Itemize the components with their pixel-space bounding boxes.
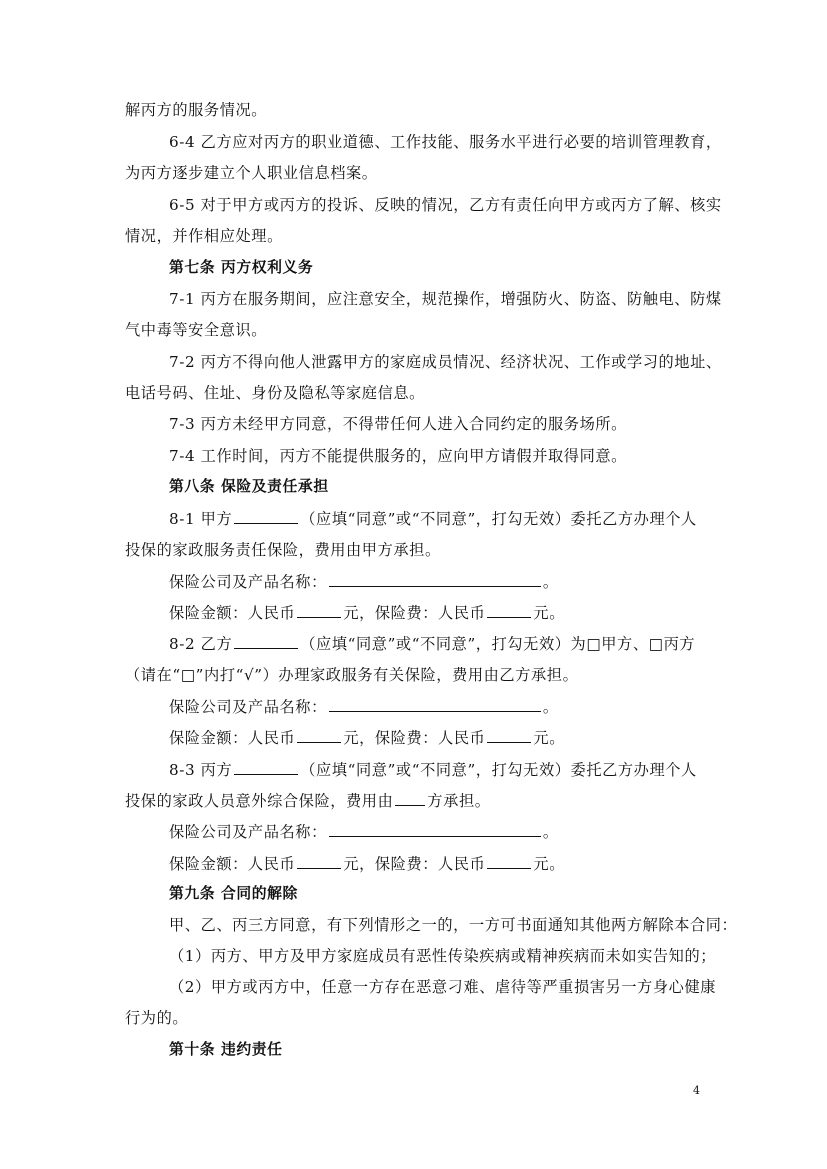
clause-8-3-text: （应填“同意”或“不同意”，打勾无效）委托乙方办理个人 (300, 761, 697, 779)
insurance-amount-blank[interactable] (297, 602, 341, 618)
paragraph-line: 电话号码、住址、身份及隐私等家庭信息。 (125, 384, 425, 402)
paragraph-line: 投保的家政服务责任保险，费用由甲方承担。 (125, 541, 441, 559)
line-end: 。 (542, 823, 559, 841)
premium-blank[interactable] (487, 727, 531, 743)
consent-blank-party-b[interactable] (234, 633, 298, 649)
line-end: 。 (542, 698, 559, 716)
termination-item-1: （1）丙方、甲方及甲方家庭成员有恶性传染疾病或精神疾病而未如实告知的； (169, 947, 717, 965)
clause-8-3 (169, 759, 697, 780)
consent-blank-party-c[interactable] (234, 759, 298, 775)
insurance-amount-line-1 (169, 602, 565, 623)
cost-bearer-blank[interactable] (395, 790, 425, 806)
article-7-heading: 第七条 丙方权利义务 (169, 259, 314, 276)
line-end: 。 (542, 573, 559, 591)
insurance-amount-line-3 (169, 853, 565, 874)
paragraph-line: 情况，并作相应处理。 (125, 227, 283, 245)
clause-7-2: 7-2 丙方不得向他人泄露甲方的家庭成员情况、经济状况、工作或学习的地址、 (169, 353, 722, 371)
cost-bearer-text: 投保的家政人员意外综合保险，费用由 (125, 792, 394, 810)
insurance-company-blank[interactable] (329, 696, 541, 712)
clause-8-2-prefix: 8-2 乙方 (169, 635, 233, 653)
clause-8-1-text: （应填“同意”或“不同意”，打勾无效）委托乙方办理个人 (300, 510, 697, 528)
clause-7-4: 7-4 工作时间，丙方不能提供服务的，应向甲方请假并取得同意。 (169, 447, 627, 465)
insurance-company-label: 保险公司及产品名称： (169, 573, 327, 591)
paragraph-line: 为丙方逐步建立个人职业信息档案。 (125, 164, 378, 182)
line-end: 元。 (533, 729, 565, 747)
insurance-company-line-1 (169, 571, 559, 592)
article-10-heading: 第十条 违约责任 (169, 1041, 283, 1058)
insurance-amount-blank[interactable] (297, 727, 341, 743)
clause-6-4: 6-4 乙方应对丙方的职业道德、工作技能、服务水平进行必要的培训管理教育， (169, 133, 722, 151)
insurance-company-label: 保险公司及产品名称： (169, 698, 327, 716)
premium-label: 元，保险费：人民币 (343, 604, 486, 622)
insurance-amount-label: 保险金额：人民币 (169, 855, 296, 873)
page-number: 4 (693, 1084, 700, 1097)
clause-8-1-prefix: 8-1 甲方 (169, 510, 233, 528)
insurance-amount-blank[interactable] (297, 853, 341, 869)
paragraph-line: 解丙方的服务情况。 (125, 101, 268, 119)
line-end: 元。 (533, 604, 565, 622)
clause-7-1: 7-1 丙方在服务期间，应注意安全，规范操作，增强防火、防盗、防触电、防煤 (169, 290, 722, 308)
clause-8-3-prefix: 8-3 丙方 (169, 761, 233, 779)
paragraph-line: 气中毒等安全意识。 (125, 321, 268, 339)
termination-item-2: （2）甲方或丙方中，任意一方存在恶意刁难、虐待等严重损害另一方身心健康 (169, 978, 717, 996)
article-9-heading: 第九条 合同的解除 (169, 885, 298, 902)
premium-blank[interactable] (487, 602, 531, 618)
clause-7-3: 7-3 丙方未经甲方同意，不得带任何人进入合同约定的服务场所。 (169, 415, 627, 433)
paragraph-line: 甲、乙、丙三方同意，有下列情形之一的，一方可书面通知其他两方解除本合同： (169, 916, 738, 934)
insurance-company-line-2 (169, 696, 559, 717)
insurance-amount-label: 保险金额：人民币 (169, 729, 296, 747)
insurance-amount-line-2 (169, 727, 565, 748)
insurance-company-label: 保险公司及产品名称： (169, 823, 327, 841)
premium-label: 元，保险费：人民币 (343, 855, 486, 873)
insurance-company-blank[interactable] (329, 821, 541, 837)
paragraph-line (125, 790, 491, 811)
line-end: 元。 (533, 855, 565, 873)
clause-6-5: 6-5 对于甲方或丙方的投诉、反映的情况，乙方有责任向甲方或丙方了解、核实 (169, 196, 722, 214)
insurance-company-line-3 (169, 821, 559, 842)
premium-blank[interactable] (487, 853, 531, 869)
paragraph-line: 行为的。 (125, 1009, 189, 1027)
clause-8-1 (169, 508, 697, 529)
clause-8-2-text: （应填“同意”或“不同意”，打勾无效）为□甲方、□丙方 (300, 635, 696, 653)
insurance-amount-label: 保险金额：人民币 (169, 604, 296, 622)
article-8-heading: 第八条 保险及责任承担 (169, 478, 329, 495)
consent-blank-party-a[interactable] (234, 508, 298, 524)
premium-label: 元，保险费：人民币 (343, 729, 486, 747)
cost-bearer-end: 方承担。 (427, 792, 491, 810)
paragraph-line: （请在“□”内打“√”）办理家政服务有关保险，费用由乙方承担。 (125, 666, 579, 684)
clause-8-2 (169, 633, 695, 654)
insurance-company-blank[interactable] (329, 571, 541, 587)
